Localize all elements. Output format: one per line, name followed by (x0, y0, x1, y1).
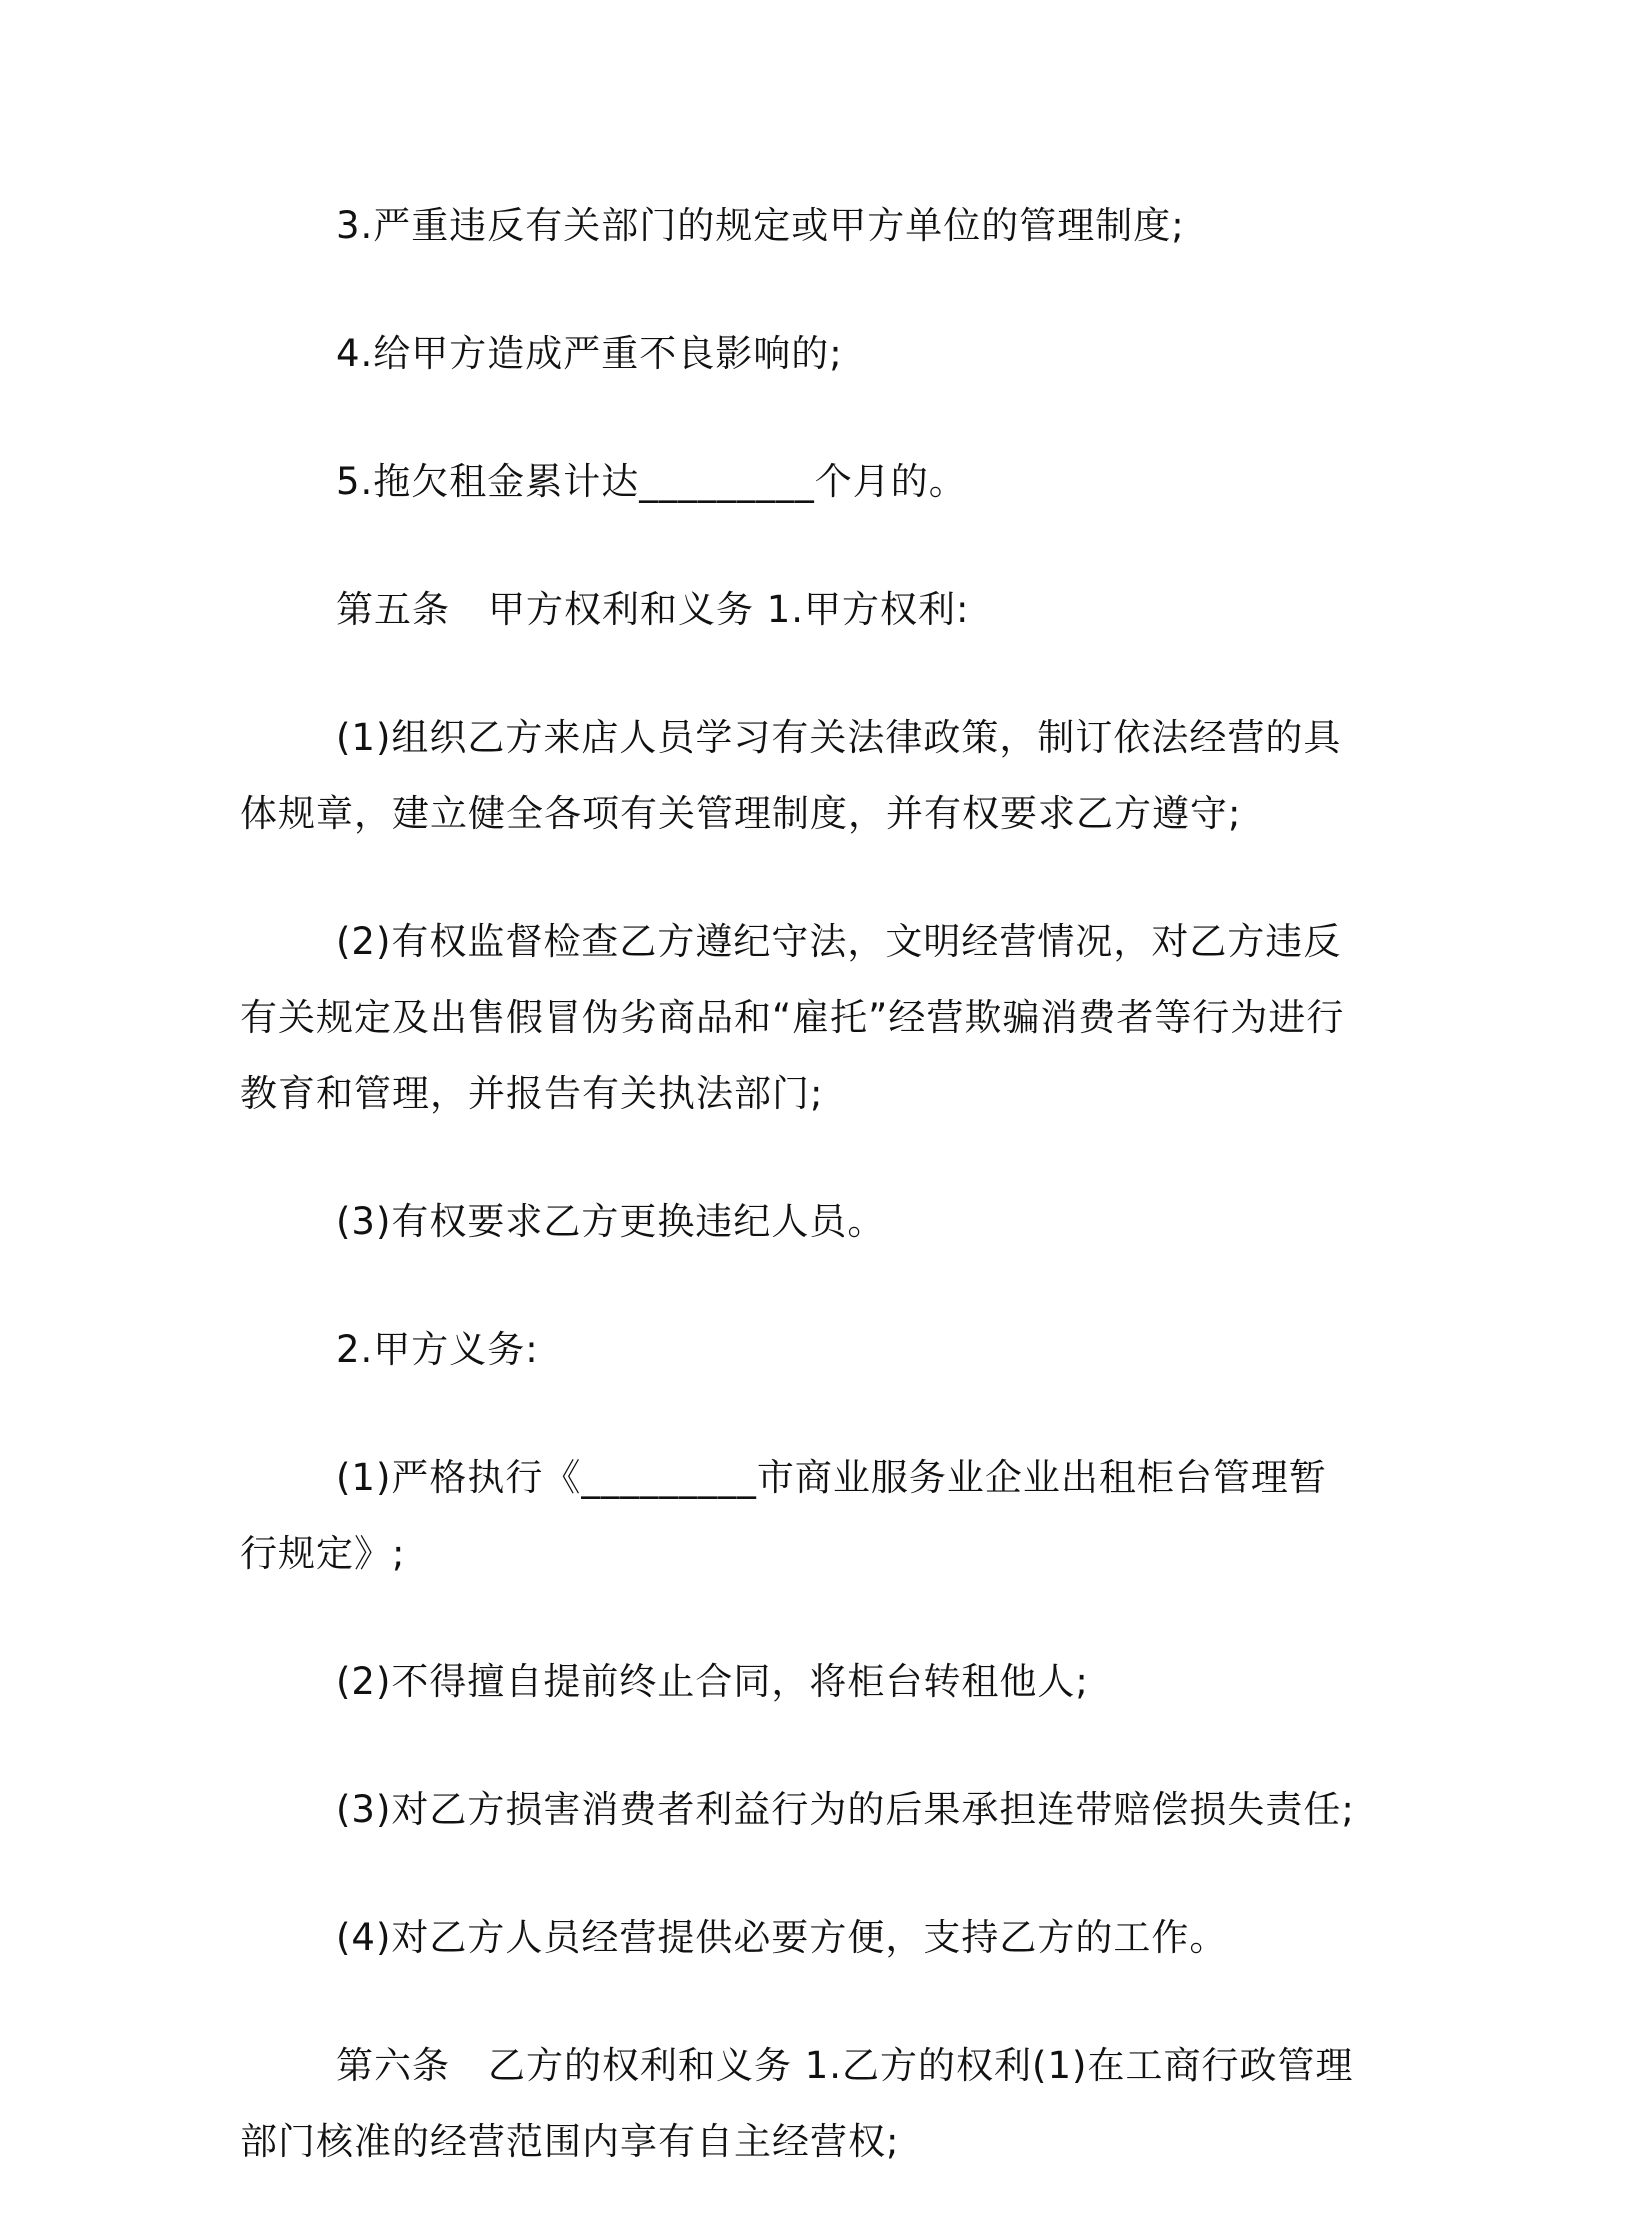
article-5-heading: 第五条 甲方权利和义务 1.甲方权利: (336, 588, 970, 631)
party-a-right-2: (2)有权监督检查乙方遵纪守法，文明经营情况，对乙方违反有关规定及出售假冒伪劣商品和“雇托”经营欺骗消费者等行为进行教育和管理，并报告有关执法部门; (240, 920, 1345, 1115)
party-a-right-1: (1)组织乙方来店人员学习有关法律政策，制订依法经营的具体规章，建立健全各项有关管理制度，并有权要求乙方遵守; (240, 716, 1342, 835)
party-a-obligation-2: (2)不得擅自提前终止合同，将柜台转租他人; (336, 1660, 1089, 1703)
clause-5-rent-arrears: 5.拖欠租金累计达_________个月的。 (336, 460, 967, 503)
party-a-obligations-heading: 2.甲方义务: (336, 1328, 539, 1371)
party-a-right-3: (3)有权要求乙方更换违纪人员。 (336, 1200, 886, 1243)
clause-3-serious-violation: 3.严重违反有关部门的规定或甲方单位的管理制度; (336, 204, 1185, 247)
document-body (240, 188, 1360, 2232)
party-a-obligation-3: (3)对乙方损害消费者利益行为的后果承担连带赔偿损失责任; (336, 1788, 1355, 1831)
party-a-obligation-1: (1)严格执行《_________市商业服务业企业出租柜台管理暂行规定》; (240, 1456, 1327, 1575)
clause-4-adverse-impact: 4.给甲方造成严重不良影响的; (336, 332, 843, 375)
party-a-obligation-4: (4)对乙方人员经营提供必要方便，支持乙方的工作。 (336, 1916, 1228, 1959)
article-6-heading: 第六条 乙方的权利和义务 1.乙方的权利(1)在工商行政管理部门核准的经营范围内享有自主经营权; (240, 2044, 1354, 2163)
